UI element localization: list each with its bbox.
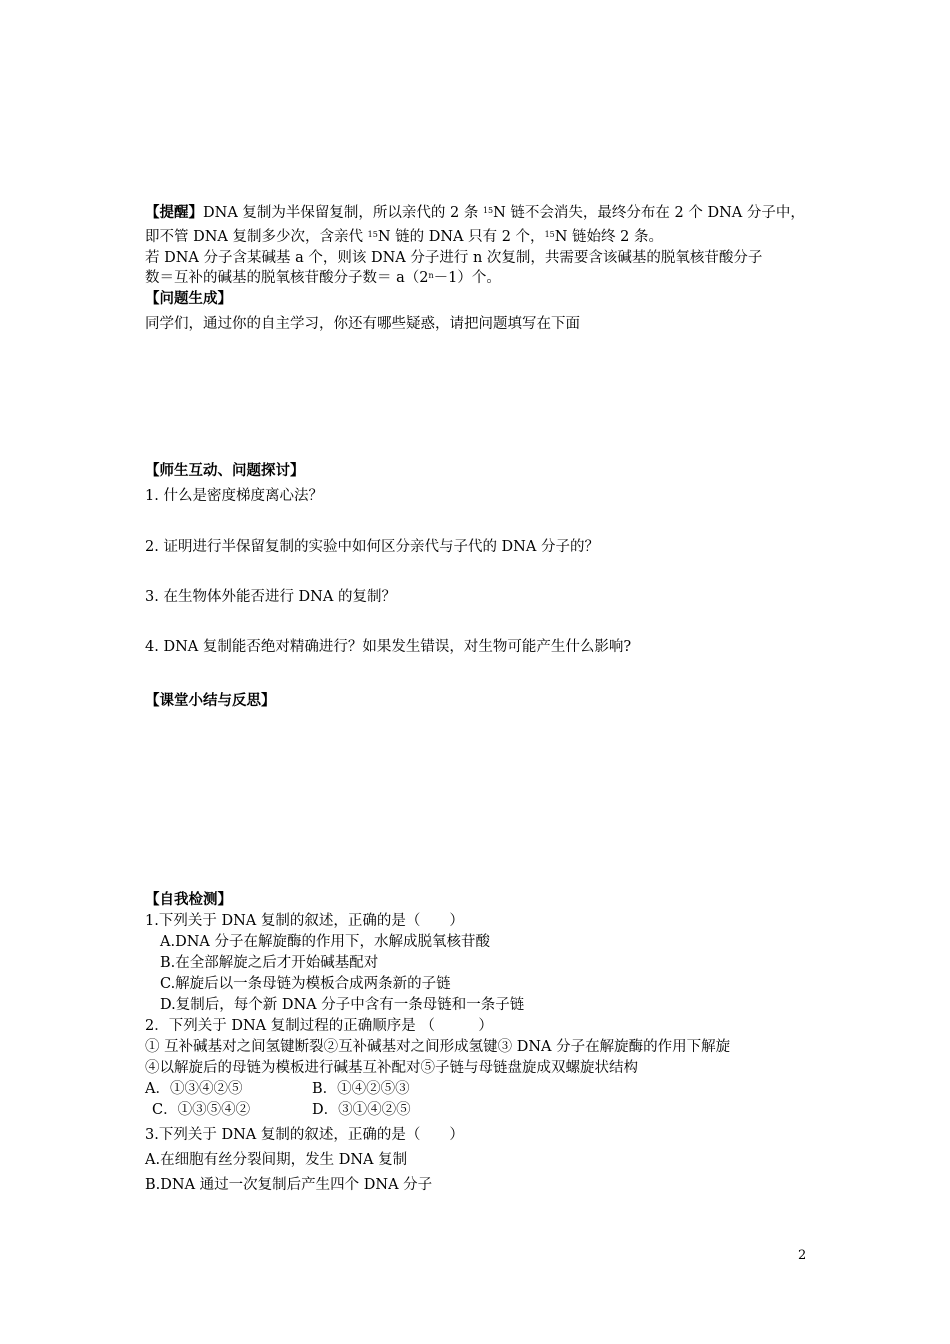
q1-option: D.复制后，每个新 DNA 分子中含有一条母链和一条子链 <box>160 997 525 1013</box>
q2-stem: 2．下列关于 DNA 复制过程的正确顺序是 （ ） <box>145 1018 493 1034</box>
q1-option: B.在全部解旋之后才开始碱基配对 <box>160 955 379 971</box>
q1-stem: 1.下列关于 DNA 复制的叙述，正确的是（ ） <box>145 913 464 929</box>
q2-option-c: C．①③⑤④② <box>152 1102 251 1118</box>
discussion-item: 3. 在生物体外能否进行 DNA 的复制？ <box>145 589 396 605</box>
q3-option: B.DNA 通过一次复制后产生四个 DNA 分子 <box>145 1177 433 1193</box>
q2-line-1: ① 互补碱基对之间氢键断裂②互补碱基对之间形成氢键③ DNA 分子在解旋酶的作用下解旋 <box>145 1039 731 1055</box>
reminder-heading: 【提醒】 <box>145 205 203 221</box>
reminder-line-3: 若 DNA 分子含某碱基 a 个，则该 DNA 分子进行 n 次复制，共需要含该碱基的脱氧核苷酸分子 <box>145 250 763 266</box>
reminder-line-1: 【提醒】DNA 复制为半保留复制，所以亲代的 2 条 $^{15}$N 链不会消失，最终分布在 2 个 DNA 分子中， <box>145 205 805 221</box>
q2-option-b: B．①④②⑤③ <box>312 1081 410 1097</box>
selftest-heading: 【自我检测】 <box>145 892 232 908</box>
reminder-line-2: 即不管 DNA 复制多少次，含亲代 $^{15}$N 链的 DNA 只有 2 个，$^{15}$N 链始终 2 条。 <box>145 229 663 245</box>
question-gen-text: 同学们，通过你的自主学习，你还有哪些疑惑，请把问题填写在下面 <box>145 316 580 332</box>
q1-option: A.DNA 分子在解旋酶的作用下，水解成脱氧核苷酸 <box>160 934 490 950</box>
q1-option: C.解旋后以一条母链为模板合成两条新的子链 <box>160 976 451 992</box>
page-number: 2 <box>798 1248 807 1263</box>
q3-stem: 3.下列关于 DNA 复制的叙述，正确的是（ ） <box>145 1127 464 1143</box>
discussion-item: 2. 证明进行半保留复制的实验中如何区分亲代与子代的 DNA 分子的？ <box>145 539 599 555</box>
discussion-item: 4. DNA 复制能否绝对精确进行？如果发生错误，对生物可能产生什么影响? <box>145 639 632 655</box>
q2-option-d: D．③①④②⑤ <box>312 1102 411 1118</box>
q3-option: A.在细胞有丝分裂间期，发生 DNA 复制 <box>145 1152 408 1168</box>
q2-option-a: A．①③④②⑤ <box>145 1081 243 1097</box>
summary-heading: 【课堂小结与反思】 <box>145 693 276 709</box>
discussion-heading: 【师生互动、问题探讨】 <box>145 463 305 479</box>
reminder-line-4: 数＝互补的碱基的脱氧核苷酸分子数＝ $a(2^n-1)$个。 <box>145 270 501 286</box>
q2-line-2: ④以解旋后的母链为模板进行碱基互补配对⑤子链与母链盘旋成双螺旋状结构 <box>145 1060 638 1076</box>
question-gen-heading: 【问题生成】 <box>145 291 232 307</box>
discussion-item: 1. 什么是密度梯度离心法？ <box>145 488 323 504</box>
